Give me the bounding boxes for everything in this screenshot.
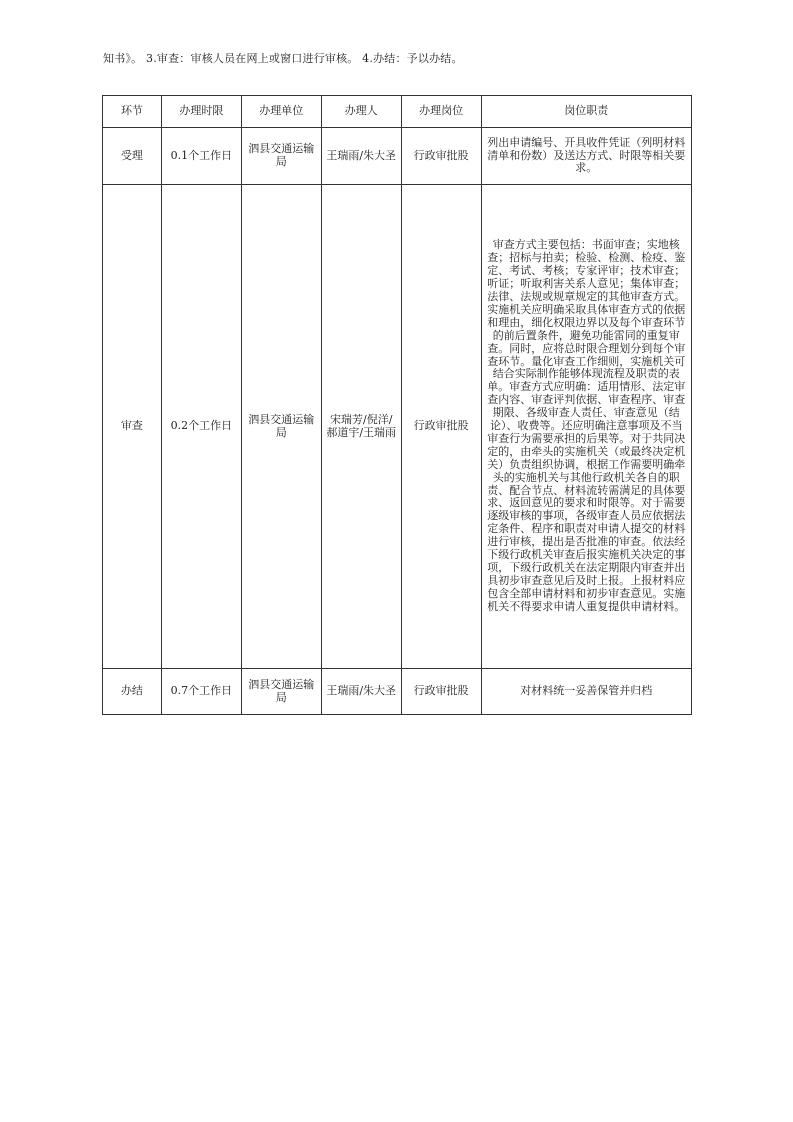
time-limit-cell: 0.2个工作日 (161, 185, 241, 669)
time-limit-cell: 0.1个工作日 (161, 128, 241, 185)
table-header-row (103, 96, 692, 128)
table-row (103, 185, 692, 669)
stage-cell: 受理 (103, 128, 162, 185)
header-time-limit: 办理时限 (161, 96, 241, 128)
handler-cell: 王瑞雨/朱大圣 (321, 669, 401, 715)
post-cell: 行政审批股 (401, 128, 481, 185)
post-cell: 行政审批股 (401, 669, 481, 715)
intro-text: 知书》。 3.审查：审核人员在网上或窗口进行审核。 4.办结：予以办结。 (103, 52, 463, 65)
unit-cell: 泗县交通运输局 (241, 185, 321, 669)
unit-cell: 泗县交通运输局 (241, 128, 321, 185)
header-duty: 岗位职责 (481, 96, 691, 128)
duty-cell: 审查方式主要包括：书面审查；实地核查；招标与拍卖；检验、检测、检疫、鉴定、考试、考核；专家评审；技术审查；听证；听取利害关系人意见；集体审查；法律、法规或规章规定的其他审查方式。实施机关应明确采取具体审查方式的依据和理由，细化权限边界以及每个审查环节的前后置条件，避免功能雷同的重复审查。同时，应将总时限合理划分到每个审查环节。量化审查工作细则，实施机关可结合实际制作能够体现流程及职责的表单。审查方式应明确：适用情形、法定审查内容、审查评判依据、审查程序、审查期限、各级审查人责任、审查意见（结论）、收费等。还应明确注意事项及不当审查行为需要承担的后果等。对于共同决定的，由牵头的实施机关（或最终决定机关）负责组织协调，根据工作需要明确牵头的实施机关与其他行政机关各自的职责、配合节点、材料流转需满足的具体要求、返回意见的要求和时限等。对于需要逐级审核的事项，各级审查人员应依据法定条件、程序和职责对申请人提交的材料进行审核，提出是否批准的审查。依法经下级行政机关审查后报实施机关决定的事项，下级行政机关在法定期限内审查并出具初步审查意见后及时上报。上报材料应包含全部申请材料和初步审查意见。实施机关不得要求申请人重复提供申请材料。 (481, 185, 691, 669)
stage-cell: 办结 (103, 669, 162, 715)
handler-cell: 王瑞雨/朱大圣 (321, 128, 401, 185)
duty-cell: 对材料统一妥善保管并归档 (481, 669, 691, 715)
time-limit-cell: 0.7个工作日 (161, 669, 241, 715)
header-unit: 办理单位 (241, 96, 321, 128)
header-stage: 环节 (103, 96, 162, 128)
duty-cell: 列出申请编号、开具收件凭证（列明材料清单和份数）及送达方式、时限等相关要求。 (481, 128, 691, 185)
handler-cell: 宋瑞芳/倪洋/郝道宇/王瑞雨 (321, 185, 401, 669)
approval-process-table (102, 95, 692, 715)
stage-cell: 审查 (103, 185, 162, 669)
table-row (103, 669, 692, 715)
header-post: 办理岗位 (401, 96, 481, 128)
unit-cell: 泗县交通运输局 (241, 669, 321, 715)
header-handler: 办理人 (321, 96, 401, 128)
table-row (103, 128, 692, 185)
post-cell: 行政审批股 (401, 185, 481, 669)
